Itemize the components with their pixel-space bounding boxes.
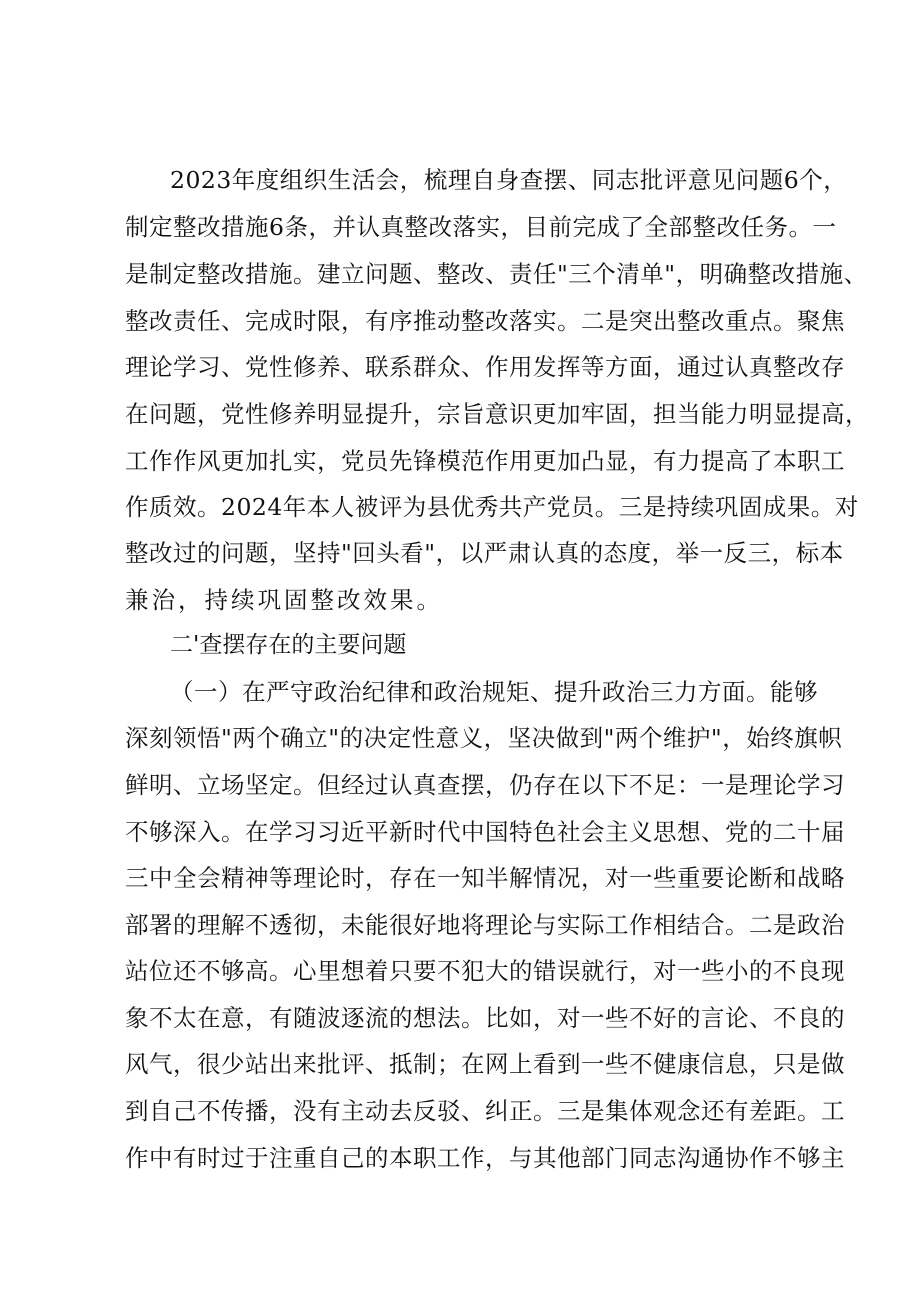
paragraph-2-line-6: 部署的理解不透彻，未能很好地将理论与实际工作相结合。二是政治 [125, 911, 845, 939]
paragraph-2-line-11: 作中有时过于注重自己的本职工作，与其他部门同志沟通协作不够主 [125, 1144, 845, 1172]
paragraph-2-line-9: 风气，很少站出来批评、抵制；在网上看到一些不健康信息，只是做 [125, 1050, 845, 1078]
paragraph-2-line-1: （一）在严守政治纪律和政治规矩、提升政治三力方面。能够 [170, 678, 818, 706]
paragraph-2-line-7: 站位还不够高。心里想着只要不犯大的错误就行，对一些小的不良现 [125, 957, 845, 985]
paragraph-1-line-6: 在问题，党性修养明显提升，宗旨意识更加牢固，担当能力明显提高， [125, 400, 869, 428]
paragraph-1-line-2: 制定整改措施6条，并认真整改落实，目前完成了全部整改任务。一 [125, 213, 837, 241]
paragraph-2-line-8: 象不太在意，有随波逐流的想法。比如，对一些不好的言论、不良的 [125, 1004, 845, 1032]
paragraph-2-line-2: 深刻领悟"两个确立"的决定性意义，坚决做到"两个维护"，始终旗帜 [125, 724, 843, 752]
paragraph-2-line-5: 三中全会精神等理论时，存在一知半解情况，对一些重要论断和战略 [125, 864, 845, 892]
paragraph-1-line-8: 作质效。2024年本人被评为县优秀共产党员。三是持续巩固成果。对 [125, 493, 859, 521]
paragraph-1-line-9: 整改过的问题，坚持"回头看"，以严肃认真的态度，举一反三，标本 [125, 539, 844, 567]
paragraph-1-line-1: 2023年度组织生活会，梳理自身查摆、同志批评意见问题6个， [170, 166, 848, 194]
paragraph-2-line-3: 鲜明、立场坚定。但经过认真查摆，仍存在以下不足：一是理论学习 [125, 771, 845, 799]
paragraph-1-line-5: 理论学习、党性修养、联系群众、作用发挥等方面，通过认真整改存 [125, 353, 845, 381]
paragraph-1-line-10: 兼治，持续巩固整改效果。 [125, 586, 443, 614]
paragraph-1-line-4: 整改责任、完成时限，有序推动整改落实。二是突出整改重点。聚焦 [125, 307, 845, 335]
paragraph-1-line-3: 是制定整改措施。建立问题、整改、责任"三个清单"，明确整改措施、 [125, 260, 868, 288]
paragraph-1-line-7: 工作作风更加扎实，党员先锋模范作用更加凸显，有力提高了本职工 [125, 447, 845, 475]
paragraph-2-line-10: 到自己不传播，没有主动去反驳、纠正。三是集体观念还有差距。工 [125, 1097, 845, 1125]
paragraph-2-line-4: 不够深入。在学习习近平新时代中国特色社会主义思想、党的二十届 [125, 818, 845, 846]
section-heading: 二'查摆存在的主要问题 [170, 632, 407, 658]
